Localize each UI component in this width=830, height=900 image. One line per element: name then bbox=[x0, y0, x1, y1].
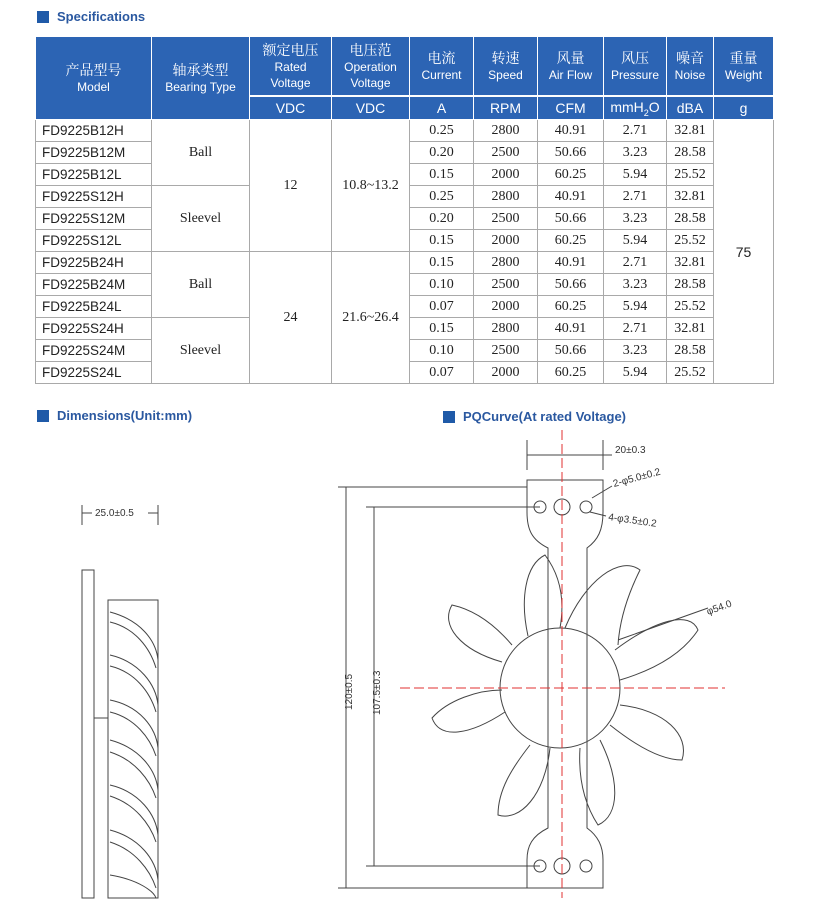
speed-cell: 2000 bbox=[474, 164, 538, 186]
header-pressure-en: Pressure bbox=[610, 68, 660, 82]
airflow-cell: 50.66 bbox=[538, 208, 604, 230]
current-cell: 0.25 bbox=[410, 186, 474, 208]
height-outer-label: 120±0.5 bbox=[344, 673, 355, 710]
rated-voltage-cell: 12 bbox=[250, 120, 332, 252]
pqcurve-title: PQCurve(At rated Voltage) bbox=[463, 409, 627, 424]
noise-cell: 28.58 bbox=[667, 142, 714, 164]
pressure-cell: 5.94 bbox=[604, 230, 667, 252]
unit-pressure-sub: 2 bbox=[643, 107, 649, 118]
bearing-cell: Ball bbox=[152, 120, 250, 186]
speed-cell: 2500 bbox=[474, 208, 538, 230]
header-weight-en: Weight bbox=[724, 68, 763, 82]
header-current-zh: 电流 bbox=[427, 50, 456, 66]
speed-cell: 2500 bbox=[474, 142, 538, 164]
rated-voltage-cell: 24 bbox=[250, 252, 332, 384]
unit-pressure-tail: O bbox=[648, 98, 660, 115]
pressure-cell: 5.94 bbox=[604, 296, 667, 318]
dimensions-title: Dimensions(Unit:mm) bbox=[57, 408, 193, 423]
airflow-cell: 40.91 bbox=[538, 186, 604, 208]
pressure-cell: 3.23 bbox=[604, 340, 667, 362]
airflow-cell: 50.66 bbox=[538, 274, 604, 296]
unit-weight: g bbox=[714, 96, 774, 120]
unit-pressure-base: mmH bbox=[610, 98, 644, 115]
noise-cell: 25.52 bbox=[667, 296, 714, 318]
airflow-cell: 40.91 bbox=[538, 252, 604, 274]
noise-cell: 28.58 bbox=[667, 340, 714, 362]
current-cell: 0.10 bbox=[410, 340, 474, 362]
header-noise-zh: 噪音 bbox=[676, 50, 704, 66]
current-cell: 0.25 bbox=[410, 120, 474, 142]
operation-voltage-cell: 10.8~13.2 bbox=[332, 120, 410, 252]
airflow-cell: 60.25 bbox=[538, 164, 604, 186]
specifications-title: Specifications bbox=[57, 9, 146, 24]
unit-rated-voltage: VDC bbox=[250, 96, 332, 120]
airflow-cell: 50.66 bbox=[538, 142, 604, 164]
header-airflow-zh: 风量 bbox=[556, 50, 585, 66]
header-model-zh: 产品型号 bbox=[65, 62, 122, 78]
header-noise-en: Noise bbox=[674, 68, 706, 82]
model-cell: FD9225S24M bbox=[36, 340, 152, 362]
speed-cell: 2000 bbox=[474, 296, 538, 318]
header-operation-voltage-en2: Voltage bbox=[350, 76, 391, 90]
current-cell: 0.15 bbox=[410, 164, 474, 186]
noise-cell: 28.58 bbox=[667, 208, 714, 230]
noise-cell: 32.81 bbox=[667, 186, 714, 208]
header-pressure-zh: 风压 bbox=[621, 50, 649, 66]
airflow-cell: 60.25 bbox=[538, 296, 604, 318]
model-cell: FD9225B12M bbox=[36, 142, 152, 164]
unit-speed: RPM bbox=[474, 96, 538, 120]
speed-cell: 2800 bbox=[474, 252, 538, 274]
current-cell: 0.15 bbox=[410, 318, 474, 340]
noise-cell: 25.52 bbox=[667, 362, 714, 384]
fan-side-view bbox=[82, 505, 158, 898]
header-speed-zh: 转速 bbox=[491, 50, 520, 66]
header-rated-voltage-en1: Rated bbox=[274, 60, 307, 74]
pressure-cell: 2.71 bbox=[604, 252, 667, 274]
header-speed-en: Speed bbox=[488, 68, 523, 82]
bearing-cell: Sleevel bbox=[152, 186, 250, 252]
model-cell: FD9225S24L bbox=[36, 362, 152, 384]
model-cell: FD9225S24H bbox=[36, 318, 152, 340]
current-cell: 0.07 bbox=[410, 362, 474, 384]
airflow-cell: 40.91 bbox=[538, 120, 604, 142]
pressure-cell: 3.23 bbox=[604, 274, 667, 296]
model-cell: FD9225B24H bbox=[36, 252, 152, 274]
airflow-cell: 50.66 bbox=[538, 340, 604, 362]
current-cell: 0.07 bbox=[410, 296, 474, 318]
header-bearing-en: Bearing Type bbox=[165, 80, 236, 94]
speed-cell: 2800 bbox=[474, 120, 538, 142]
model-cell: FD9225S12L bbox=[36, 230, 152, 252]
header-model-en: Model bbox=[77, 80, 110, 94]
header-weight-zh: 重量 bbox=[729, 50, 758, 66]
speed-cell: 2000 bbox=[474, 230, 538, 252]
airflow-cell: 60.25 bbox=[538, 230, 604, 252]
speed-cell: 2800 bbox=[474, 186, 538, 208]
speed-cell: 2500 bbox=[474, 340, 538, 362]
noise-cell: 25.52 bbox=[667, 164, 714, 186]
bearing-cell: Sleevel bbox=[152, 318, 250, 384]
bearing-cell: Ball bbox=[152, 252, 250, 318]
pressure-cell: 3.23 bbox=[604, 142, 667, 164]
model-cell: FD9225B12L bbox=[36, 164, 152, 186]
noise-cell: 32.81 bbox=[667, 252, 714, 274]
model-cell: FD9225B24M bbox=[36, 274, 152, 296]
height-inner-label: 107.5±0.3 bbox=[372, 670, 383, 715]
noise-cell: 32.81 bbox=[667, 318, 714, 340]
speed-cell: 2000 bbox=[474, 362, 538, 384]
header-airflow-en: Air Flow bbox=[548, 68, 593, 82]
pressure-cell: 5.94 bbox=[604, 362, 667, 384]
noise-cell: 32.81 bbox=[667, 120, 714, 142]
header-rated-voltage-en2: Voltage bbox=[270, 76, 311, 90]
speed-cell: 2500 bbox=[474, 274, 538, 296]
pressure-cell: 2.71 bbox=[604, 318, 667, 340]
pressure-cell: 5.94 bbox=[604, 164, 667, 186]
unit-noise: dBA bbox=[667, 96, 714, 120]
speed-cell: 2800 bbox=[474, 318, 538, 340]
airflow-cell: 60.25 bbox=[538, 362, 604, 384]
current-cell: 0.15 bbox=[410, 230, 474, 252]
current-cell: 0.20 bbox=[410, 208, 474, 230]
fan-front-view bbox=[338, 440, 708, 888]
side-width-label: 25.0±0.5 bbox=[95, 508, 134, 519]
weight-cell: 75 bbox=[714, 120, 774, 384]
header-bearing-zh: 轴承类型 bbox=[172, 62, 229, 78]
holes-large-label: 2-φ5.0±0.2 bbox=[611, 466, 662, 490]
current-cell: 0.20 bbox=[410, 142, 474, 164]
header-current-en: Current bbox=[421, 68, 462, 82]
header-rated-voltage-zh: 额定电压 bbox=[262, 42, 319, 58]
model-cell: FD9225S12M bbox=[36, 208, 152, 230]
pressure-cell: 2.71 bbox=[604, 186, 667, 208]
header-operation-voltage-en1: Operation bbox=[344, 60, 397, 74]
centerlines bbox=[400, 430, 725, 898]
model-cell: FD9225B24L bbox=[36, 296, 152, 318]
current-cell: 0.15 bbox=[410, 252, 474, 274]
header-operation-voltage-zh: 电压范 bbox=[349, 42, 392, 58]
current-cell: 0.10 bbox=[410, 274, 474, 296]
model-cell: FD9225S12H bbox=[36, 186, 152, 208]
model-cell: FD9225B12H bbox=[36, 120, 152, 142]
airflow-cell: 40.91 bbox=[538, 318, 604, 340]
unit-current: A bbox=[410, 96, 474, 120]
unit-operation-voltage: VDC bbox=[332, 96, 410, 120]
unit-airflow: CFM bbox=[538, 96, 604, 120]
noise-cell: 25.52 bbox=[667, 230, 714, 252]
noise-cell: 28.58 bbox=[667, 274, 714, 296]
pressure-cell: 3.23 bbox=[604, 208, 667, 230]
top-width-label: 20±0.3 bbox=[615, 445, 646, 456]
operation-voltage-cell: 21.6~26.4 bbox=[332, 252, 410, 384]
hub-diameter-label: φ54.0 bbox=[705, 598, 734, 618]
holes-small-label: 4-φ3.5±0.2 bbox=[607, 512, 658, 530]
pressure-cell: 2.71 bbox=[604, 120, 667, 142]
